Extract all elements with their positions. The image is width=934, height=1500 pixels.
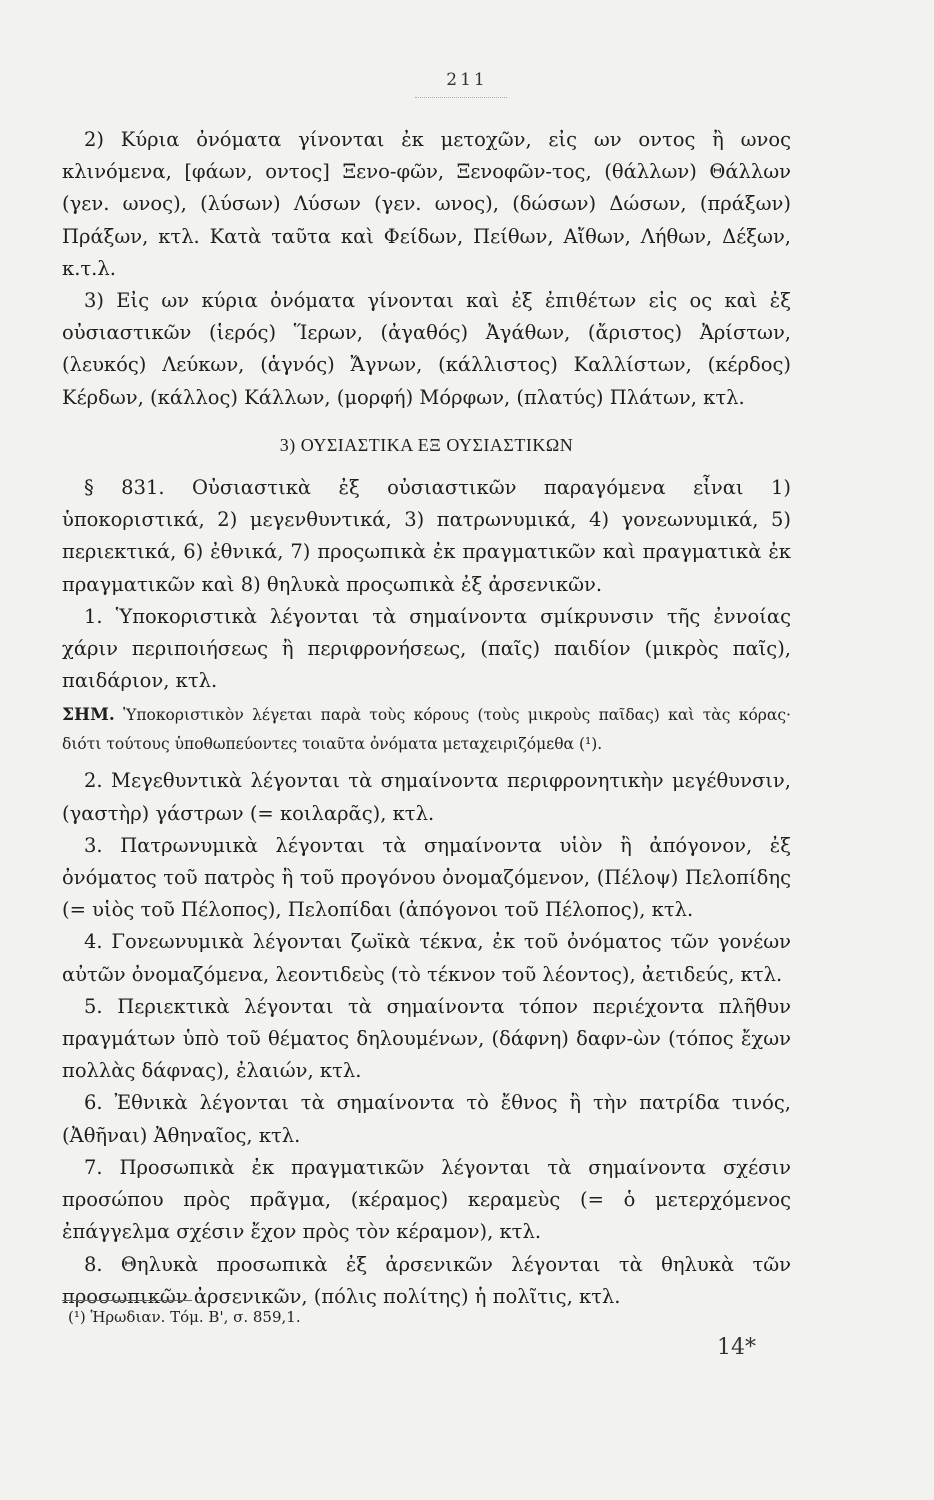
note-label: ΣΗΜ. [62,705,115,726]
paragraph-3: 3) Εἰς ων κύρια ὀνόματα γίνονται καὶ ἐξ ἐπιθέτων εἰς ος καὶ ἐξ οὐσιαστικῶν (ἱερός) Ἵερων, (ἀγαθός) Ἀγάθων, (ἄριστος) Ἀρίστων, (λευκός) Λεύκων, (ἁγνός) Ἄγνων, (κάλλιστος) Καλλίστων, (κέρδος) Κέρδων, (κάλλος) Κάλλων, (μορφή) Μόρφων, (πλατύς) Πλάτων, κτλ. [62,289,791,409]
item-5: 5. Περιεκτικὰ λέγονται τὰ σημαίνοντα τόπον περιέχοντα πλῆθυν πραγμάτων ὑπὸ τοῦ θέματος δηλουμένων, (δάφνη) δαφν-ὼν (τόπος ἔχων πολλὰς δάφνας), ἐλαιών, κτλ. [62,994,791,1083]
paragraph-831: § 831. Οὐσιαστικὰ ἐξ οὐσιαστικῶν παραγόμενα εἶναι 1) ὑποκοριστικά, 2) μεγενθυντικά, 3) πατρωνυμικά, 4) γονεωνυμικά, 5) περιεκτικά, 6) ἐθνικά, 7) προςωπικὰ ἐκ πραγματικῶν καὶ πραγματικὰ ἐκ πραγματικῶν καὶ 8) θηλυκὰ προςωπικὰ ἐξ ἀρσενικῶν. [62,476,791,596]
page-number: 211 [446,70,488,90]
header-rule [415,97,507,98]
body-text [62,124,791,1313]
item-2: 2. Μεγεθυντικὰ λέγονται τὰ σημαίνοντα περιφρονητικὴν μεγέθυνσιν, (γαστὴρ) γάστρων (= κοιλαρᾶς), κτλ. [62,769,791,825]
item-1: 1. Ὑποκοριστικὰ λέγονται τὰ σημαίνοντα σμίκρυνσιν τῆς ἐννοίας χάριν περιποιήσεως ἢ περιφρονήσεως, (παῖς) παιδίον (μικρὸς παῖς), παιδάριον, κτλ. [62,604,791,693]
item-7: 7. Προσωπικὰ ἐκ πραγματικῶν λέγονται τὰ σημαίνοντα σχέσιν προσώπου πρὸς πρᾶγμα, (κέραμος) κεραμεὺς (= ὁ μετερχόμενος ἐπάγγελμα σχέσιν ἔχον πρὸς τὸν κέραμον), κτλ. [62,1155,791,1244]
signature-mark: 14* [717,1335,756,1360]
paragraph-2: 2) Κύρια ὀνόματα γίνονται ἐκ μετοχῶν, εἰς ων οντος ἢ ωνος κλινόμενα, [φάων, οντος] Ξενο-φῶν, Ξενοφῶν-τος, (θάλλων) Θάλλων (γεν. ωνος), (λύσων) Λύσων (γεν. ωνος), (δώσων) Δώσων, (πράξων) Πράξων, κτλ. Κατὰ ταῦτα καὶ Φείδων, Πείθων, Αἴθων, Λήθων, Δέξων, κ.τ.λ. [62,128,791,280]
section-heading: 3) ΟΥΣΙΑΣΤΙΚΑ ΕΞ ΟΥΣΙΑΣΤΙΚΩΝ [279,434,574,455]
item-6: 6. Ἐθνικὰ λέγονται τὰ σημαίνοντα τὸ ἔθνος ἢ τὴν πατρίδα τινός, (Ἀθῆναι) Ἀθηναῖος, κτλ. [62,1091,791,1147]
item-3: 3. Πατρωνυμικὰ λέγονται τὰ σημαίνοντα υἱὸν ἢ ἀπόγονον, ἐξ ὀνόματος τοῦ πατρὸς ἢ τοῦ προγόνου ὀνομαζόμενον, (Πέλοψ) Πελοπίδης (= υἱὸς τοῦ Πέλοπος), Πελοπίδαι (ἀπόγονοι τοῦ Πέλοπος), κτλ. [62,833,791,922]
note-text: Ὑποκοριστικὸν λέγεται παρὰ τοὺς κόρους (τοὺς μικροὺς παῖδας) καὶ τὰς κόρας· διότι τούτους ὑποθωπεύοντες τοιαῦτα ὀνόματα μεταχειριζόμεθα (¹). [62,706,791,754]
footnote-rule [62,1300,192,1301]
item-8: 8. Θηλυκὰ προσωπικὰ ἐξ ἀρσενικῶν λέγονται τὰ θηλυκὰ τῶν προσωπικῶν ἀρσενικῶν, (πόλις πολίτης) ἡ πολῖτις, κτλ. [62,1252,791,1308]
footnote: (¹) Ἡρωδιαν. Τόμ. Β', σ. 859,1. [68,1308,301,1326]
note-paragraph [62,701,791,759]
item-4: 4. Γονεωνυμικὰ λέγονται ζωϊκὰ τέκνα, ἐκ τοῦ ὀνόματος τῶν γονέων αὐτῶν ὀνομαζόμενα, λεοντιδεὺς (τὸ τέκνον τοῦ λέοντος), ἀετιδεύς, κτλ. [62,930,791,986]
